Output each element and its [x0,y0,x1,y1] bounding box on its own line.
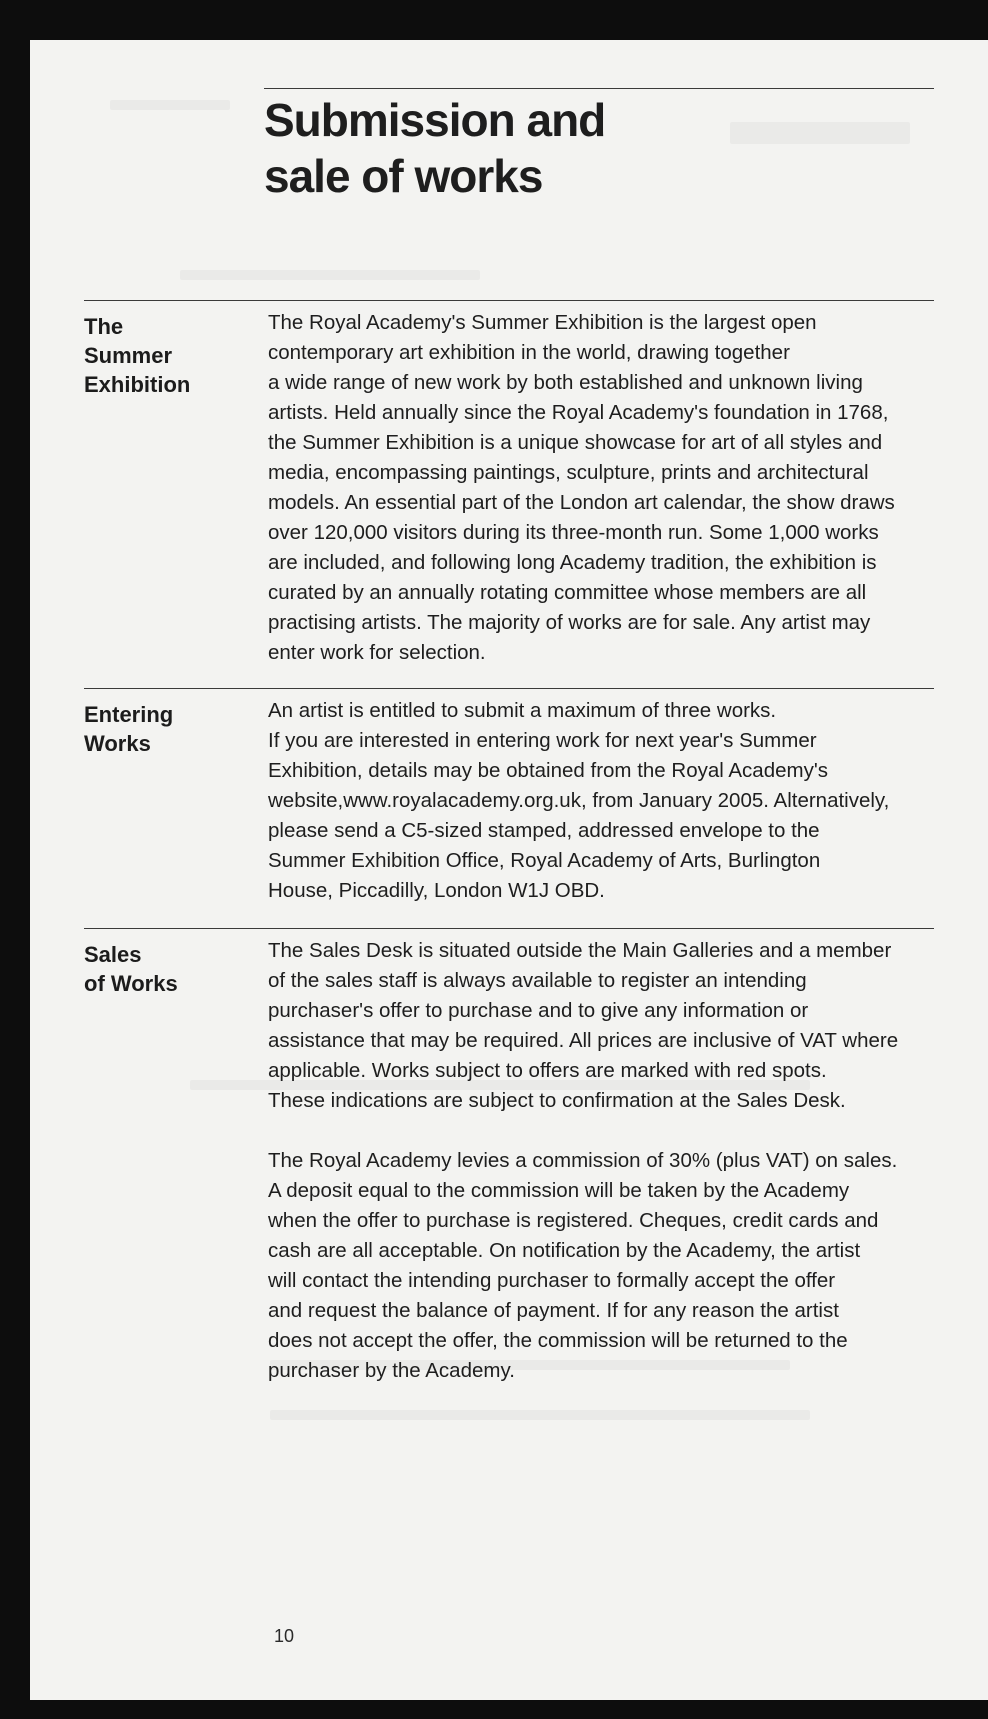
show-through-mark [110,100,230,110]
paragraph [268,308,948,668]
text-line: over 120,000 visitors during its three-month run. Some 1,000 works [268,521,879,544]
heading-line: Works [84,731,151,756]
show-through-mark [180,270,480,280]
section-rule [84,928,934,929]
text-line: assistance that may be required. All prices are inclusive of VAT where [268,1029,899,1052]
section-heading-summer-exhibition [84,312,244,399]
section-heading-sales-of-works [84,940,244,998]
text-line: a wide range of new work by both established and unknown living [268,371,863,394]
text-line: when the offer to purchase is registered. Cheques, credit cards and [268,1209,879,1232]
section-body-summer-exhibition [268,308,948,668]
heading-line: of Works [84,971,178,996]
text-line: If you are interested in entering work for next year's Summer [268,729,817,752]
text-line: An artist is entitled to submit a maximum of three works. [268,699,777,722]
section-body-sales-of-works [268,936,948,1386]
text-line: the Summer Exhibition is a unique showcase for art of all styles and [268,431,883,454]
text-line: The Sales Desk is situated outside the Main Galleries and a member [268,939,892,962]
document-page [30,40,988,1700]
text-line: curated by an annually rotating committee whose members are all [268,581,867,604]
text-line: artists. Held annually since the Royal Academy's foundation in 1768, [268,401,889,424]
text-line: applicable. Works subject to offers are marked with red spots. [268,1059,827,1082]
text-line: The Royal Academy levies a commission of 30% (plus VAT) on sales. [268,1149,898,1172]
page-title [264,92,864,204]
text-line: are included, and following long Academy tradition, the exhibition is [268,551,877,574]
text-line: purchaser by the Academy. [268,1359,515,1382]
heading-line: Summer [84,343,173,368]
title-line: Submission and [264,94,606,146]
text-line: please send a C5-sized stamped, addressed envelope to the [268,819,820,842]
paragraph [268,696,948,906]
section-rule [84,300,934,301]
text-line: and request the balance of payment. If for any reason the artist [268,1299,839,1322]
text-line: contemporary art exhibition in the world, drawing together [268,341,790,364]
page-number: 10 [274,1626,295,1646]
text-line: A deposit equal to the commission will be taken by the Academy [268,1179,850,1202]
text-line: purchaser's offer to purchase and to give any information or [268,999,809,1022]
text-line: enter work for selection. [268,641,486,664]
text-line: will contact the intending purchaser to formally accept the offer [268,1269,836,1292]
section-body-entering-works [268,696,948,906]
section-heading-entering-works [84,700,244,758]
text-line: These indications are subject to confirmation at the Sales Desk. [268,1089,846,1112]
text-line: of the sales staff is always available to register an intending [268,969,807,992]
text-line: Exhibition, details may be obtained from the Royal Academy's [268,759,828,782]
text-line: cash are all acceptable. On notification by the Academy, the artist [268,1239,861,1262]
heading-line: The [84,314,124,339]
paragraph [268,936,948,1116]
text-line: practising artists. The majority of works are for sale. Any artist may [268,611,871,634]
text-line: Summer Exhibition Office, Royal Academy of Arts, Burlington [268,849,821,872]
text-line: The Royal Academy's Summer Exhibition is the largest open [268,311,817,334]
text-line: website,www.royalacademy.org.uk, from January 2005. Alternatively, [268,789,890,812]
text-line: House, Piccadilly, London W1J OBD. [268,879,605,902]
heading-line: Entering [84,702,174,727]
title-line: sale of works [264,150,543,202]
heading-line: Exhibition [84,372,191,397]
paragraph [268,1146,948,1386]
heading-line: Sales [84,942,142,967]
show-through-mark [270,1410,810,1420]
text-line: media, encompassing paintings, sculpture, prints and architectural [268,461,869,484]
text-line: models. An essential part of the London art calendar, the show draws [268,491,895,514]
text-line: does not accept the offer, the commission will be returned to the [268,1329,848,1352]
title-rule [264,88,934,89]
section-rule [84,688,934,689]
